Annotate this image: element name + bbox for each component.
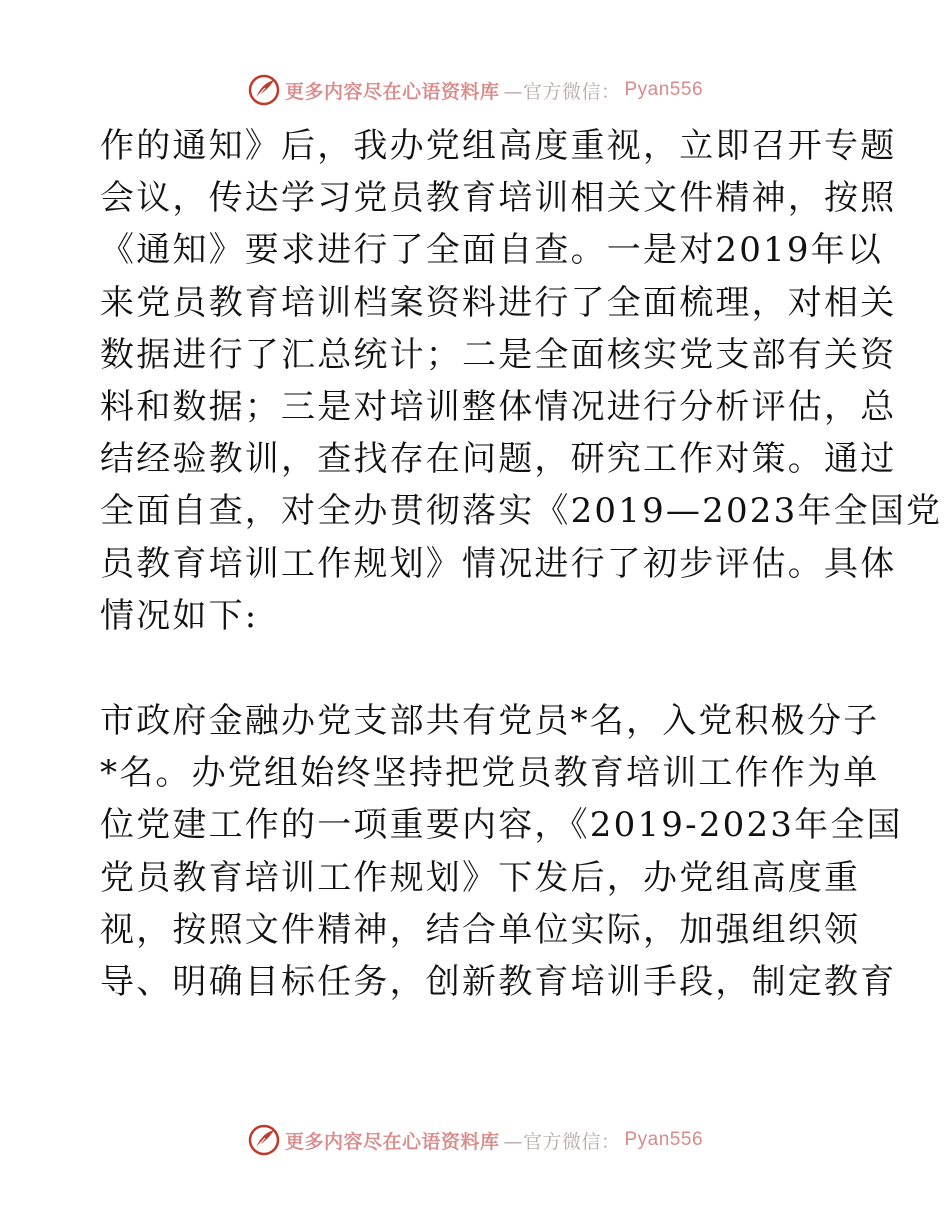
text-line: 市政府金融办党支部共有党员*名，入党积极分子 bbox=[100, 701, 880, 741]
feather-logo-icon bbox=[247, 1123, 281, 1157]
text-line: 结经验教训，查找存在问题，研究工作对策。通过 bbox=[100, 439, 897, 480]
header-watermark bbox=[0, 70, 950, 110]
text-line: 《通知》要求进行了全面自查。一是对2019年以 bbox=[100, 230, 884, 271]
body-paragraph-1 bbox=[100, 120, 943, 642]
text-line: 位党建工作的一项重要内容，《2019-2023年全国 bbox=[100, 805, 903, 846]
text-line: 数据进行了汇总统计；二是全面核实党支部有关资 bbox=[100, 334, 897, 375]
text-line: 全面自查，对全办贯彻落实《2019—2023年全国党 bbox=[100, 491, 943, 532]
footer-watermark bbox=[0, 1120, 950, 1160]
text-line: *名。办党组始终坚持把党员教育培训工作作为单 bbox=[100, 753, 880, 794]
watermark-text-official: —官方微信： bbox=[503, 80, 621, 103]
watermark-text-main: 更多内容尽在心语资料库 bbox=[284, 80, 500, 103]
text-line: 情况如下: bbox=[100, 595, 259, 636]
text-line: 员教育培训工作规划》情况进行了初步评估。具体 bbox=[100, 543, 897, 584]
watermark-wechat-id: Pyan556 bbox=[624, 79, 704, 100]
watermark-text-main: 更多内容尽在心语资料库 bbox=[284, 1130, 500, 1153]
body-paragraph-2 bbox=[100, 695, 903, 1008]
text-line: 党员教育培训工作规划》下发后，办党组高度重 bbox=[100, 857, 861, 898]
feather-logo-icon bbox=[247, 73, 281, 107]
text-line: 会议，传达学习党员教育培训相关文件精神，按照 bbox=[100, 178, 897, 219]
text-line: 视，按照文件精神，结合单位实际，加强组织领 bbox=[100, 909, 861, 950]
text-line: 作的通知》后，我办党组高度重视，立即召开专题 bbox=[100, 126, 897, 166]
watermark-text-official: —官方微信： bbox=[503, 1130, 621, 1153]
watermark-wechat-id: Pyan556 bbox=[624, 1129, 704, 1150]
text-line: 导、明确目标任务，创新教育培训手段，制定教育 bbox=[100, 961, 897, 1002]
text-line: 来党员教育培训档案资料进行了全面梳理，对相关 bbox=[100, 282, 897, 323]
text-line: 料和数据；三是对培训整体情况进行分析评估，总 bbox=[100, 386, 897, 427]
